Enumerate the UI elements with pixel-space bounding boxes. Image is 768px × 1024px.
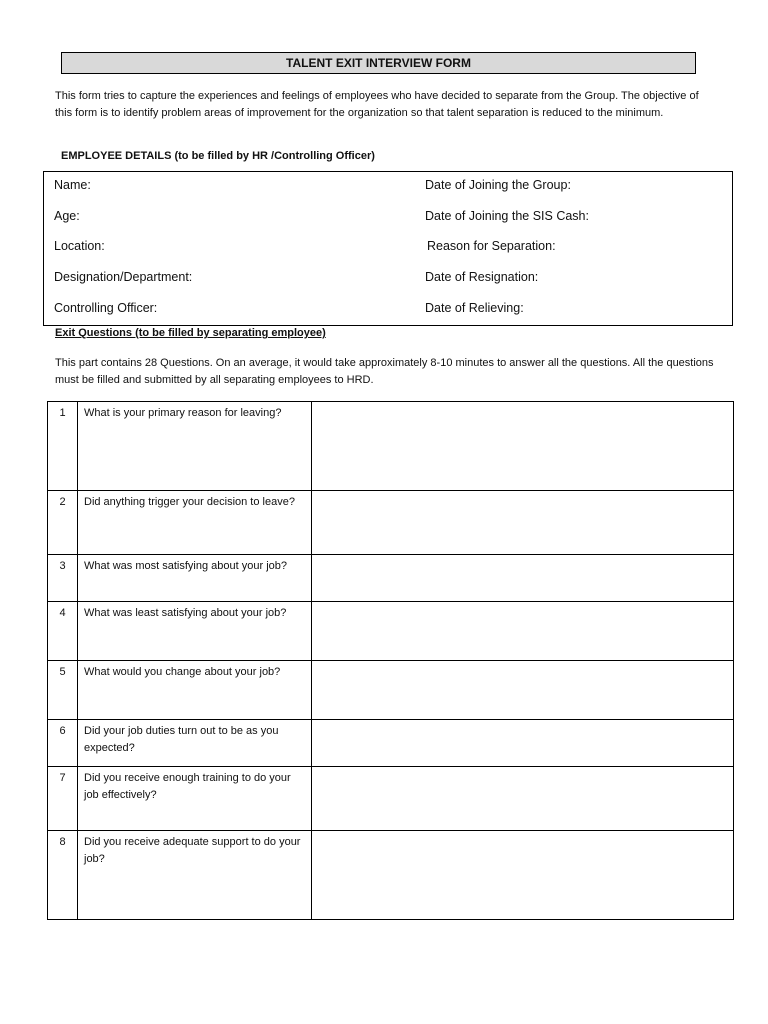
question-text: What is your primary reason for leaving?: [78, 402, 312, 491]
question-number: 6: [48, 720, 78, 767]
answer-cell[interactable]: [312, 720, 734, 767]
question-text: Did you receive adequate support to do your job?: [78, 831, 312, 920]
question-number: 4: [48, 602, 78, 661]
table-row: [48, 720, 734, 767]
answer-cell[interactable]: [312, 767, 734, 831]
date-of-relieving-field-label[interactable]: Date of Relieving:: [425, 301, 524, 315]
table-row: [48, 661, 734, 720]
date-of-resignation-field-label[interactable]: Date of Resignation:: [425, 270, 539, 284]
answer-cell[interactable]: [312, 555, 734, 602]
question-number: 3: [48, 555, 78, 602]
exit-questions-table: [47, 401, 734, 920]
date-of-joining-group-field-label[interactable]: Date of Joining the Group:: [425, 178, 571, 192]
answer-cell[interactable]: [312, 402, 734, 491]
exit-questions-intro: This part contains 28 Questions. On an average, it would take approximately 8-10 minutes to answer all the questions. All the questions must be filled and submitted by all separating employees to HRD.: [55, 357, 714, 386]
question-number: 1: [48, 402, 78, 491]
question-number: 7: [48, 767, 78, 831]
question-number: 5: [48, 661, 78, 720]
table-row: [48, 555, 734, 602]
form-title: TALENT EXIT INTERVIEW FORM: [61, 52, 696, 74]
exit-questions-heading: Exit Questions (to be filled by separating employee): [55, 327, 326, 339]
date-of-joining-sis-cash-field-label[interactable]: Date of Joining the SIS Cash:: [425, 209, 589, 223]
table-row: [48, 491, 734, 555]
answer-cell[interactable]: [312, 661, 734, 720]
table-row: [48, 602, 734, 661]
answer-cell[interactable]: [312, 831, 734, 920]
controlling-officer-field-label[interactable]: Controlling Officer:: [54, 301, 158, 315]
form-intro: This form tries to capture the experiences and feelings of employees who have decided to separate from the Group. The objective of this form is to identify problem areas of improvement for the organization so that talent separation is reduced to the minimum.: [55, 90, 699, 119]
location-field-label[interactable]: Location:: [54, 239, 105, 253]
age-field-label[interactable]: Age:: [54, 209, 80, 223]
question-text: Did you receive enough training to do your job effectively?: [78, 767, 312, 831]
table-row: [48, 402, 734, 491]
question-text: Did your job duties turn out to be as you expected?: [78, 720, 312, 767]
answer-cell[interactable]: [312, 602, 734, 661]
employee-details-heading: EMPLOYEE DETAILS (to be filled by HR /Controlling Officer): [61, 150, 375, 162]
question-text: Did anything trigger your decision to leave?: [78, 491, 312, 555]
employee-details-box: [43, 171, 733, 326]
table-row: [48, 767, 734, 831]
question-text: What was most satisfying about your job?: [78, 555, 312, 602]
question-text: What would you change about your job?: [78, 661, 312, 720]
designation-department-field-label[interactable]: Designation/Department:: [54, 270, 193, 284]
name-field-label[interactable]: Name:: [54, 178, 91, 192]
answer-cell[interactable]: [312, 491, 734, 555]
question-number: 2: [48, 491, 78, 555]
reason-for-separation-field-label[interactable]: Reason for Separation:: [427, 239, 556, 253]
question-text: What was least satisfying about your job?: [78, 602, 312, 661]
question-number: 8: [48, 831, 78, 920]
table-row: [48, 831, 734, 920]
